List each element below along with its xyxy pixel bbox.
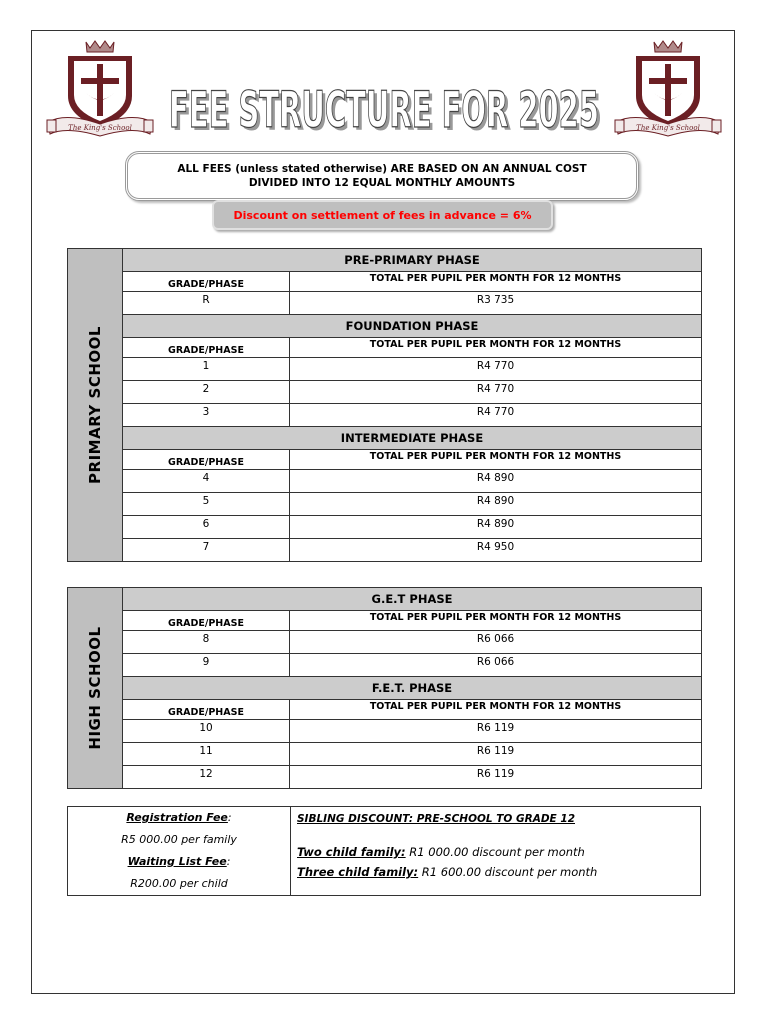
grade-cell: 9 (123, 654, 290, 677)
annual-cost-notice (125, 151, 639, 201)
three-child-discount (297, 865, 700, 879)
table-row (68, 516, 702, 539)
grade-cell: 6 (123, 516, 290, 539)
table-row (68, 743, 702, 766)
total-column-header: TOTAL PER PUPIL PER MONTH FOR 12 MONTHS (290, 700, 702, 720)
notice-text: ALL FEES (unless stated otherwise) ARE BASED ON AN ANNUAL COST DIVIDED INTO 12 EQUAL MONTHLY AMOUNTS (177, 163, 587, 189)
grade-cell: 4 (123, 470, 290, 493)
table-row (68, 358, 702, 381)
advance-discount-banner (212, 200, 553, 230)
fee-cell: R6 119 (290, 720, 702, 743)
fee-cell: R4 950 (290, 539, 702, 562)
grade-cell: 7 (123, 539, 290, 562)
grade-column-header: GRADE/PHASE (123, 338, 290, 358)
page-title (165, 80, 605, 136)
total-column-header: TOTAL PER PUPIL PER MONTH FOR 12 MONTHS (290, 611, 702, 631)
grade-column-header: GRADE/PHASE (123, 700, 290, 720)
registration-fees-section (68, 807, 291, 895)
grade-cell: 10 (123, 720, 290, 743)
logo-ribbon-text: The King's School (636, 124, 700, 132)
school-crest-logo-left (46, 38, 154, 138)
waiting-list-fee-value: R200.00 per child (130, 877, 228, 890)
grade-cell: 11 (123, 743, 290, 766)
fee-cell: R6 066 (290, 654, 702, 677)
three-child-value: R1 600.00 discount per month (418, 865, 598, 879)
sibling-discount-title: SIBLING DISCOUNT: PRE-SCHOOL TO GRADE 12 (297, 813, 575, 825)
discount-text: Discount on settlement of fees in advance = 6% (233, 208, 532, 222)
fee-cell: R6 119 (290, 766, 702, 789)
fee-cell: R4 770 (290, 381, 702, 404)
primary-school-label-cell (68, 249, 123, 562)
phase-header: INTERMEDIATE PHASE (123, 427, 702, 450)
fee-cell: R6 066 (290, 631, 702, 654)
fee-cell: R4 770 (290, 404, 702, 427)
two-child-value: R1 000.00 discount per month (405, 845, 585, 859)
grade-column-header: GRADE/PHASE (123, 272, 290, 292)
primary-school-fee-table (67, 248, 702, 562)
fee-cell: R4 890 (290, 516, 702, 539)
title-shadow: FEE STRUCTURE FOR 2025 (172, 84, 602, 136)
table-row (68, 654, 702, 677)
table-row (68, 381, 702, 404)
total-column-header: TOTAL PER PUPIL PER MONTH FOR 12 MONTHS (290, 338, 702, 358)
colon: : (226, 855, 231, 868)
table-row (68, 631, 702, 654)
fee-cell: R3 735 (290, 292, 702, 315)
grade-cell: 1 (123, 358, 290, 381)
grade-cell: 3 (123, 404, 290, 427)
high-school-label-cell (68, 588, 123, 789)
three-child-label: Three child family: (297, 865, 419, 879)
grade-column-header: GRADE/PHASE (123, 611, 290, 631)
fee-cell: R4 890 (290, 493, 702, 516)
school-crest-logo-right (614, 38, 722, 138)
table-row (68, 493, 702, 516)
table-row (68, 292, 702, 315)
two-child-discount (297, 845, 700, 859)
fee-cell: R6 119 (290, 743, 702, 766)
sibling-discount-section (291, 807, 700, 895)
grade-cell: 2 (123, 381, 290, 404)
grade-cell: 12 (123, 766, 290, 789)
table-row (68, 766, 702, 789)
table-row (68, 404, 702, 427)
phase-header: PRE-PRIMARY PHASE (123, 249, 702, 272)
grade-cell: R (123, 292, 290, 315)
logo-ribbon-text: The King's School (68, 124, 132, 132)
grade-cell: 8 (123, 631, 290, 654)
primary-school-label: PRIMARY SCHOOL (86, 326, 104, 484)
high-school-fee-table (67, 587, 702, 789)
waiting-list-fee-label: Waiting List Fee (127, 855, 227, 868)
additional-fees-box (67, 806, 701, 896)
phase-header: F.E.T. PHASE (123, 677, 702, 700)
two-child-label: Two child family: (297, 845, 406, 859)
total-column-header: TOTAL PER PUPIL PER MONTH FOR 12 MONTHS (290, 450, 702, 470)
table-row (68, 470, 702, 493)
phase-header: FOUNDATION PHASE (123, 315, 702, 338)
grade-column-header: GRADE/PHASE (123, 450, 290, 470)
phase-header: G.E.T PHASE (123, 588, 702, 611)
table-row (68, 720, 702, 743)
high-school-label: HIGH SCHOOL (86, 626, 104, 750)
colon: : (227, 811, 232, 824)
fee-cell: R4 890 (290, 470, 702, 493)
registration-fee-label: Registration Fee (126, 811, 228, 824)
total-column-header: TOTAL PER PUPIL PER MONTH FOR 12 MONTHS (290, 272, 702, 292)
fee-cell: R4 770 (290, 358, 702, 381)
title-text: FEE STRUCTURE FOR 2025 (169, 81, 599, 136)
registration-fee-value: R5 000.00 per family (121, 833, 237, 846)
table-row (68, 539, 702, 562)
grade-cell: 5 (123, 493, 290, 516)
